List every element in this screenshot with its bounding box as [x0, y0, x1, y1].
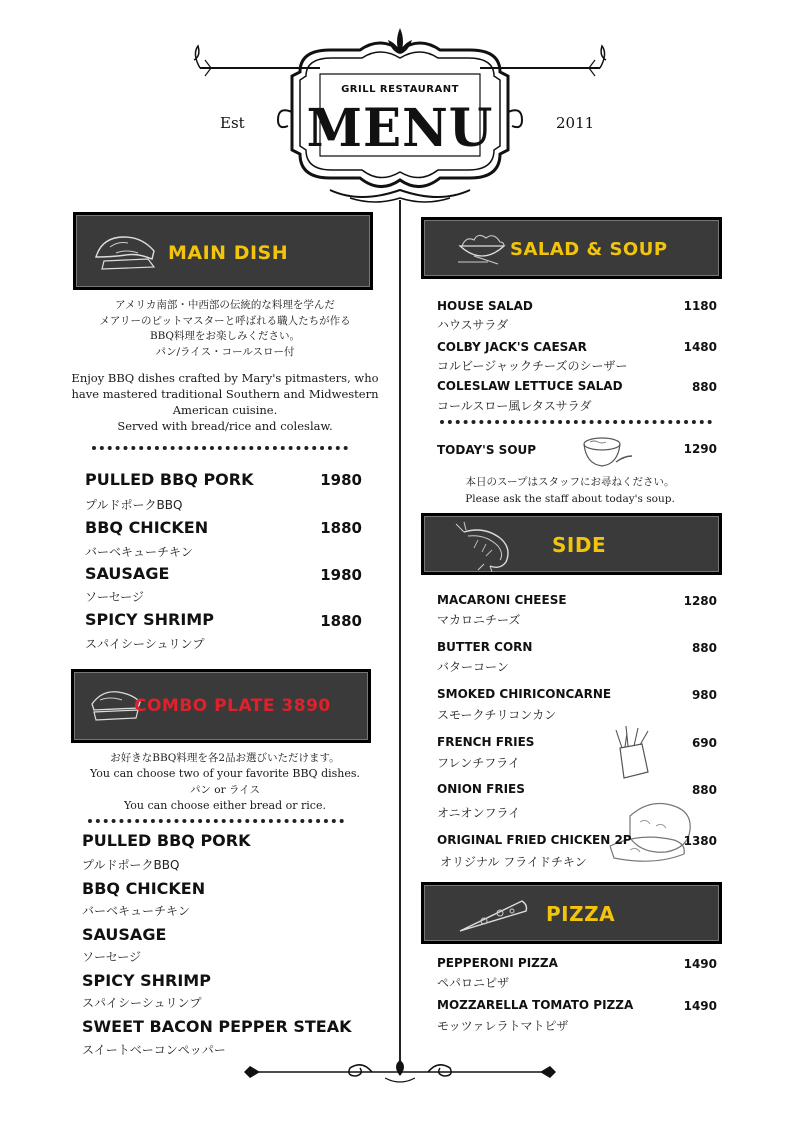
footer-ornament [0, 1050, 800, 1090]
menu-item-name: PULLED BBQ PORK [85, 470, 254, 489]
salad-bowl-icon [454, 230, 510, 268]
menu-item-sub: ハウスサラダ [437, 318, 509, 332]
menu-item-sub: マカロニチーズ [437, 613, 521, 627]
menu-item-name: SAUSAGE [82, 925, 167, 944]
combo-desc-line: お好きなBBQ料理を各2品お選びいただけます。 [110, 752, 340, 764]
desc-jp-line: パン/ライス・コールスロー付 [155, 345, 295, 358]
menu-item-name: PULLED BBQ PORK [82, 831, 251, 850]
menu-item-price: 880 [691, 380, 717, 394]
menu-item-name: SWEET BACON PEPPER STEAK [82, 1017, 352, 1036]
salad-soup-title: SALAD & SOUP [510, 239, 668, 260]
side-banner [421, 513, 722, 575]
menu-item-sub: スパイシーシュリンプ [82, 996, 202, 1010]
menu-item-sub: バターコーン [437, 660, 509, 674]
menu-item-name: BBQ CHICKEN [82, 879, 206, 898]
menu-item-sub: ソーセージ [82, 950, 142, 964]
pizza-slice-icon [454, 893, 534, 937]
menu-item-price: 880 [691, 783, 717, 797]
menu-item-price: 1980 [320, 566, 362, 584]
salad-soup-banner [421, 217, 722, 279]
menu-item-sub: モッツァレラトマトピザ [437, 1019, 569, 1033]
combo-desc [70, 750, 380, 814]
logo-subtitle: GRILL RESTAURANT [341, 84, 459, 95]
menu-item-sub: プルドポークBBQ [85, 498, 183, 512]
menu-item-price: 690 [691, 736, 717, 750]
menu-item-price: 1980 [320, 471, 362, 489]
menu-item-price: 1280 [683, 594, 717, 608]
menu-item-sub: オニオンフライ [437, 806, 521, 820]
brisket-icon [90, 227, 162, 275]
menu-item-name: BBQ CHICKEN [85, 518, 209, 537]
soup-bowl-icon [576, 430, 636, 472]
desc-en-line: American cuisine. [172, 403, 278, 417]
menu-item-name: SPICY SHRIMP [82, 971, 211, 990]
menu-item-sub: コールスロー風レタスサラダ [437, 399, 592, 413]
pizza-title: PIZZA [546, 902, 616, 926]
combo-desc-line: You can choose two of your favorite BBQ dishes. [89, 767, 361, 780]
menu-item-price: 1880 [320, 612, 362, 630]
menu-item-sub: スイートベーコンペッパー [82, 1043, 226, 1057]
menu-item-name: ORIGINAL FRIED CHICKEN 2P [437, 833, 632, 847]
menu-item-name: HOUSE SALAD [437, 299, 533, 313]
logo-title: MENU [306, 96, 494, 159]
soup-desc [410, 474, 730, 508]
menu-item-name: COLESLAW LETTUCE SALAD [437, 379, 623, 393]
divider-dots [440, 420, 712, 424]
menu-item-sub: フレンチフライ [437, 756, 520, 770]
menu-item-name: ONION FRIES [437, 782, 525, 796]
combo-desc-line: You can choose either bread or rice. [124, 799, 326, 812]
menu-item-name: FRENCH FRIES [437, 735, 535, 749]
menu-item-sub: バーベキューチキン [82, 904, 190, 918]
combo-plate-banner [71, 669, 371, 743]
menu-item-price: 1290 [683, 442, 717, 456]
menu-item-sub: ペパロニピザ [437, 976, 510, 990]
menu-item-price: 980 [691, 688, 717, 702]
shrimp-icon [454, 520, 524, 572]
menu-item-price: 1380 [683, 834, 717, 848]
menu-item-price: 1490 [683, 999, 717, 1013]
menu-item-name: BUTTER CORN [437, 640, 533, 654]
divider-dots [92, 446, 348, 450]
desc-en-line: Served with bread/rice and coleslaw. [117, 419, 333, 433]
pizza-banner [421, 882, 722, 944]
main-dish-desc-en [70, 370, 380, 434]
desc-en-line: have mastered traditional Southern and Midwestern [71, 387, 379, 401]
menu-item-price: 1480 [683, 340, 717, 354]
main-dish-banner [73, 212, 373, 290]
combo-desc-line: パン or ライス [189, 784, 261, 796]
menu-item-name: PEPPERONI PIZZA [437, 956, 558, 970]
menu-item-price: 1490 [683, 957, 717, 971]
french-fries-icon [606, 724, 658, 782]
soup-desc-line: 本日のスープはスタッフにお尋ねください。 [465, 476, 675, 488]
divider-dots [88, 819, 344, 823]
menu-item-sub: ソーセージ [85, 590, 145, 604]
year-label: 2011 [556, 114, 595, 132]
column-divider [399, 200, 401, 1072]
est-label: Est [220, 114, 245, 132]
desc-jp-line: メアリーのピットマスターと呼ばれる職人たちが作る [99, 314, 351, 327]
desc-jp-line: BBQ料理をお楽しみください。 [149, 330, 301, 342]
desc-jp-line: アメリカ南部・中西部の伝統的な料理を学んだ [115, 299, 335, 311]
menu-item-price: 880 [691, 641, 717, 655]
menu-item-name: SMOKED CHIRICONCARNE [437, 687, 612, 701]
main-dish-title: MAIN DISH [168, 242, 289, 264]
menu-item-name: SPICY SHRIMP [85, 610, 214, 629]
menu-item-sub: プルドポークBBQ [82, 858, 180, 872]
menu-item-sub: オリジナル フライドチキン [440, 855, 587, 869]
menu-item-name: SAUSAGE [85, 564, 170, 583]
desc-en-line: Enjoy BBQ dishes crafted by Mary's pitmasters, who [71, 371, 379, 385]
menu-item-name: TODAY'S SOUP [437, 443, 537, 457]
soup-desc-line: Please ask the staff about today's soup. [465, 493, 675, 505]
menu-item-price: 1880 [320, 519, 362, 537]
menu-item-sub: スモークチリコンカン [437, 708, 557, 722]
menu-item-sub: スパイシーシュリンプ [85, 637, 205, 651]
menu-item-price: 1180 [683, 299, 717, 313]
menu-item-sub: バーベキューチキン [85, 545, 193, 559]
menu-item-name: MACARONI CHEESE [437, 593, 567, 607]
menu-item-name: MOZZARELLA TOMATO PIZZA [437, 998, 634, 1012]
main-dish-desc-jp [70, 298, 380, 360]
menu-item-sub: コルビージャックチーズのシーザー [437, 359, 628, 373]
side-title: SIDE [552, 533, 607, 557]
menu-item-name: COLBY JACK'S CAESAR [437, 340, 587, 354]
combo-plate-title: COMBO PLATE 3890 [134, 696, 331, 716]
